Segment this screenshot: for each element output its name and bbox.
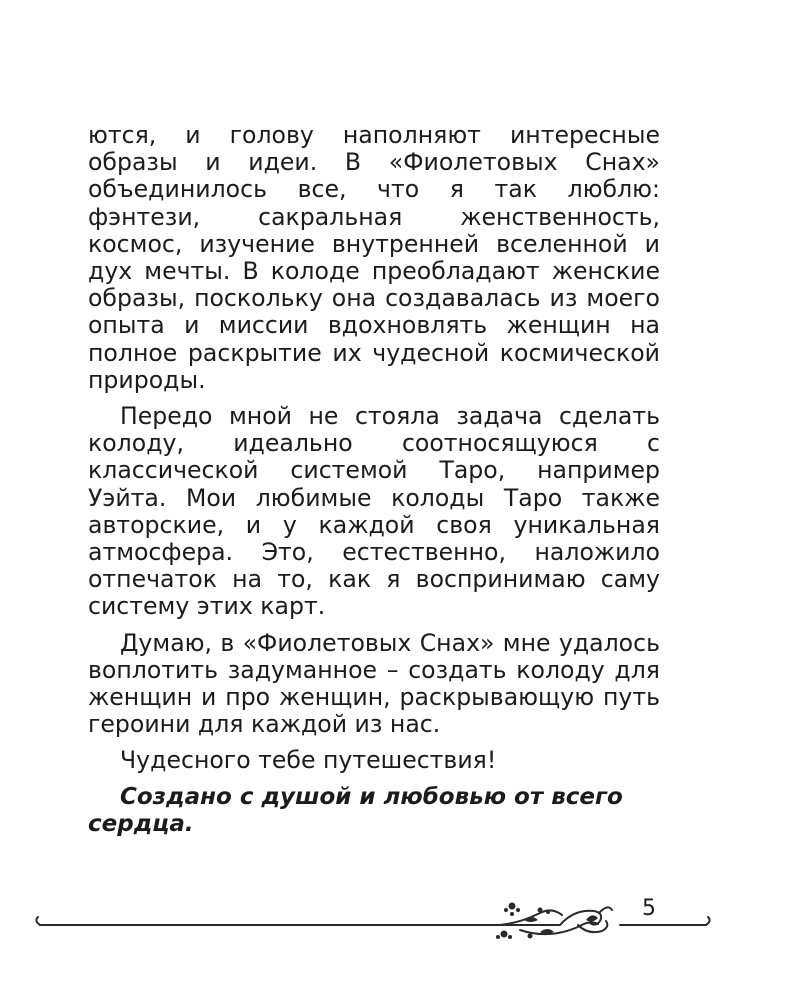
floral-flourish-icon [0, 890, 800, 950]
paragraph-1: ются, и голову наполняют интересные образы и идеи. В «Фиолетовых Снах» объединилось все, что я так люблю: фэнтези, сакральная женственность, космос, изучение внутренней вселенной и дух мечты. В колоде преобладают женские образы, поскольку она создавалась из моего опыта и миссии вдохновлять женщин на полное раскрытие их чудесной космической природы. [88, 121, 660, 394]
paragraph-3: Думаю, в «Фиолетовых Снах» мне удалось воплотить задуманное – создать колоду для женщин и про женщин, раскрывающую путь героини для каждой из нас. [88, 628, 660, 739]
paragraph-4: Чудесного тебе путешествия! [120, 746, 497, 775]
book-page-body [88, 122, 660, 847]
paragraph-2: Передо мной не стояла задача сделать колоду, идеально соотносящуюся с классической системой Таро, например Уэйта. Мои любимые колоды Таро также авторские, и у каждой своя уникальная атмосфера. Это, естественно, наложило отпечаток на то, как я воспринимаю саму систему этих карт. [88, 402, 660, 621]
page-number: 5 [642, 896, 656, 921]
signature-line: Создано с душой и любовью от всего сердца. [88, 783, 623, 837]
